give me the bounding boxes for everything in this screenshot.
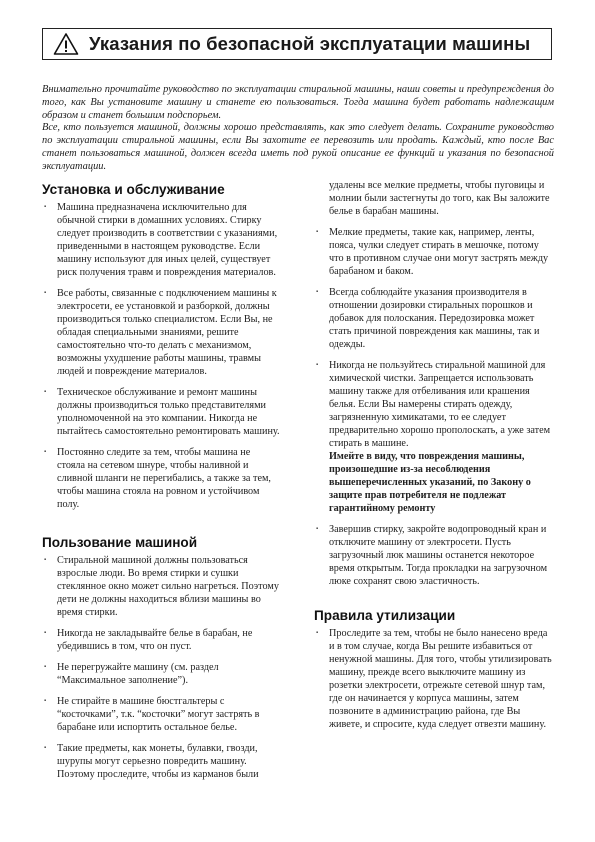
section-heading-install: Установка и обслуживание <box>42 182 225 197</box>
list-item-continuation: удалены все мелкие предметы, чтобы пуговицы и молнии были застегнуты до того, как Вы заложите белье в барабан машины. <box>329 180 550 217</box>
list-item: ▪ Техническое обслуживание и ремонт машины должны производиться только представителями уполномоченной на это компании. Никогда не пытайтесь самостоятельно ремонтировать машину. <box>42 386 280 438</box>
right-column <box>314 179 552 739</box>
list-item: ▪ Такие предметы, как монеты, булавки, гвозди, шурупы могут серьезно повредить машину. Поэтому проследите, чтобы из карманов были <box>42 742 280 781</box>
list-item: ▪ Не перегружайте машину (см. раздел “Максимальное заполнение”). <box>42 661 280 687</box>
intro-paragraph: Внимательно прочитайте руководство по эксплуатации стиральной машины, наши советы и предупреждения до того, как Вы установите машину и станете ею пользоваться. Тогда машина будет работать надлежащим образом и станет большим подспорьем. <box>42 84 554 121</box>
section-heading-usage: Пользование машиной <box>42 535 198 550</box>
list-item: ▪ Проследите за тем, чтобы не было нанесено вреда и в том случае, когда Вы решите избавиться от ненужной машины. Для того, чтобы утилизировать машину, прежде всего выключите машину из розетки электросети, отрежьте сетевой шнур там, где он начинается у корпуса машины, затем позвоните в администрацию района, где Вы живете, и спросите, куда следует отвезти машину. <box>314 627 552 731</box>
warning-triangle-icon <box>53 32 79 56</box>
disposal-list <box>314 627 552 731</box>
usage-list-continued <box>314 179 552 588</box>
list-item-text: Никогда не пользуйтесь стиральной машиной для химической чистки. Запрещается использовать машину также для отбеливания или крашения белья. Если Вы намерены стирать одежду, загрязненную химикатами, то ее следует предварительно хорошо прополоскать, а уже затем стирать в машине. <box>329 360 551 449</box>
page-title: Указания по безопасной эксплуатации машины <box>89 33 531 54</box>
list-item: ▪ Никогда не закладывайте белье в барабан, не убедившись в том, что он пуст. <box>42 627 280 653</box>
warranty-note: Имейте в виду, что повреждения машины, произошедшие из-за несоблюдения вышеперечисленных указаний, по Закону о защите прав потребителя не подлежат гарантийному ремонту <box>329 451 531 514</box>
list-item: ▪ Постоянно следите за тем, чтобы машина не стояла на сетевом шнуре, чтобы наливной и сливной шланги не перегибались, а также за тем, чтобы машина стояла на ровном и устойчивом полу. <box>42 446 280 511</box>
list-item: ▪ Всегда соблюдайте указания производителя в отношении дозировки стиральных порошков и добавок для полоскания. Передозировка может стать причиной повреждения как машины, так и одежды. <box>314 286 552 351</box>
list-item: ▪ Завершив стирку, закройте водопроводный кран и отключите машину от электросети. Пусть загрузочный люк машины останется некоторое время открытым. Тогда прокладки на загрузочном люке сохранят свою эластичность. <box>314 523 552 588</box>
intro-text <box>42 84 554 174</box>
list-item: ▪ Не стирайте в машине бюстгальтеры с “косточками”, т.к. “косточки” могут застрять в барабане или испортить остальное белье. <box>42 695 280 734</box>
usage-list <box>42 554 280 781</box>
list-item: ▪ Все работы, связанные с подключением машины к электросети, ее установкой и разборкой, должны производиться только специалистом. Если Вы, не обладая специальными знаниями, решите самостоятельно что-то делать с механизмом, возможны ухудшение работы машины, травмы людей и повреждение материалов. <box>42 287 280 378</box>
list-item: ▪ Машина предназначена исключительно для обычной стирки в домашних условиях. Стирку следует производить в соответствии с указаниями, приведенными в настоящем руководстве. Если машину используют для иных целей, существует риск получения травм и повреждения материалов. <box>42 201 280 279</box>
intro-paragraph: Все, кто пользуется машиной, должны хорошо представлять, как это следует делать. Сохраните руководство по эксплуатации стиральной машины, если Вы захотите ее перевозить или продать. Каждый, кто после Вас станет пользоваться машиной, должен всегда иметь под рукой описание ее функций и указания по безопасной эксплуатации. <box>42 122 554 172</box>
section-heading-disposal: Правила утилизации <box>314 608 456 623</box>
list-item: ▪ Стиральной машиной должны пользоваться взрослые люди. Во время стирки и сушки стеклянное окно может сильно нагреться. Поэтому дети не должны находиться вблизи машины во время стирки. <box>42 554 280 619</box>
left-column <box>42 182 280 789</box>
title-banner <box>42 28 552 60</box>
list-item: ▪ Мелкие предметы, такие как, например, ленты, пояса, чулки следует стирать в мешочке, потому что в противном случае они могут застрять между барабаном и баком. <box>314 226 552 278</box>
install-list <box>42 201 280 511</box>
list-item <box>314 359 552 515</box>
